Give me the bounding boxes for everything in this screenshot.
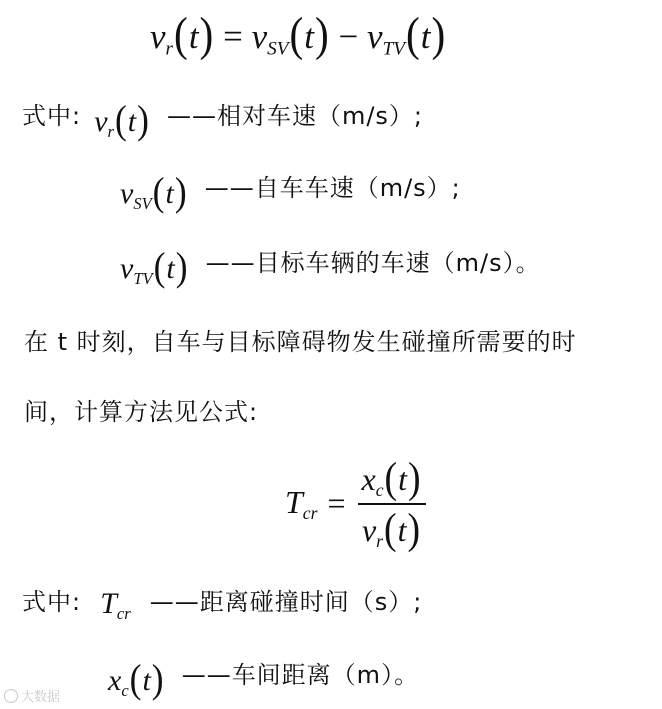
symbol-v: v	[367, 17, 383, 56]
definition-symbol: $x_c(t)$	[108, 654, 164, 701]
definition-text: ——距离碰撞时间（s）;	[149, 588, 423, 616]
definition-symbol: $T_{cr}$	[100, 587, 131, 623]
definition-target-speed	[120, 243, 541, 288]
formula-time-to-collision	[285, 453, 426, 553]
watermark-text: 大数据	[21, 690, 61, 705]
definition-text: ——目标车辆的车速（m/s）。	[205, 249, 541, 277]
definition-own-speed	[120, 168, 461, 213]
equals-sign: =	[327, 485, 346, 522]
subscript: r	[165, 38, 174, 60]
definition-symbol: $v_{TV}(t)$	[120, 242, 188, 289]
watermark	[4, 686, 60, 705]
definition-symbol: $v_r(t)$	[94, 95, 149, 142]
definition-prefix: 式中:	[22, 588, 82, 616]
definition-ttc	[22, 582, 422, 624]
subscript: TV	[382, 38, 406, 60]
minus-sign: −	[338, 17, 359, 56]
definition-relative-speed	[22, 96, 423, 141]
symbol-T: $T_{cr}$	[285, 483, 318, 523]
watermark-logo-icon	[4, 689, 18, 703]
definition-symbol: $v_{SV}(t)$	[120, 167, 187, 214]
fraction-denominator: $v_r(t)$	[361, 504, 421, 553]
arg-t: t	[304, 17, 314, 56]
paragraph-line-2: 间，计算方法见公式:	[24, 398, 259, 426]
equals-sign: =	[223, 17, 243, 56]
definition-prefix: 式中:	[22, 102, 82, 130]
definition-distance	[108, 655, 419, 700]
paragraph-line-1: 在 t 时刻，自车与目标障碍物发生碰撞所需要的时	[24, 328, 577, 356]
symbol-v: v	[150, 17, 166, 56]
arg-t: t	[188, 17, 199, 56]
fraction	[358, 453, 426, 553]
definition-text: ——自车车速（m/s）;	[204, 174, 461, 202]
fraction-numerator: $x_c(t)$	[361, 453, 421, 503]
symbol-v: v	[251, 17, 268, 56]
arg-t: t	[420, 17, 431, 56]
subscript: SV	[267, 38, 289, 60]
formula-relative-speed: $v_r(t) = v_{SV}(t) - v_{TV}(t)$	[150, 7, 446, 61]
definition-text: ——车间距离（m）。	[181, 661, 420, 689]
definition-text: ——相对车速（m/s）;	[166, 102, 424, 130]
